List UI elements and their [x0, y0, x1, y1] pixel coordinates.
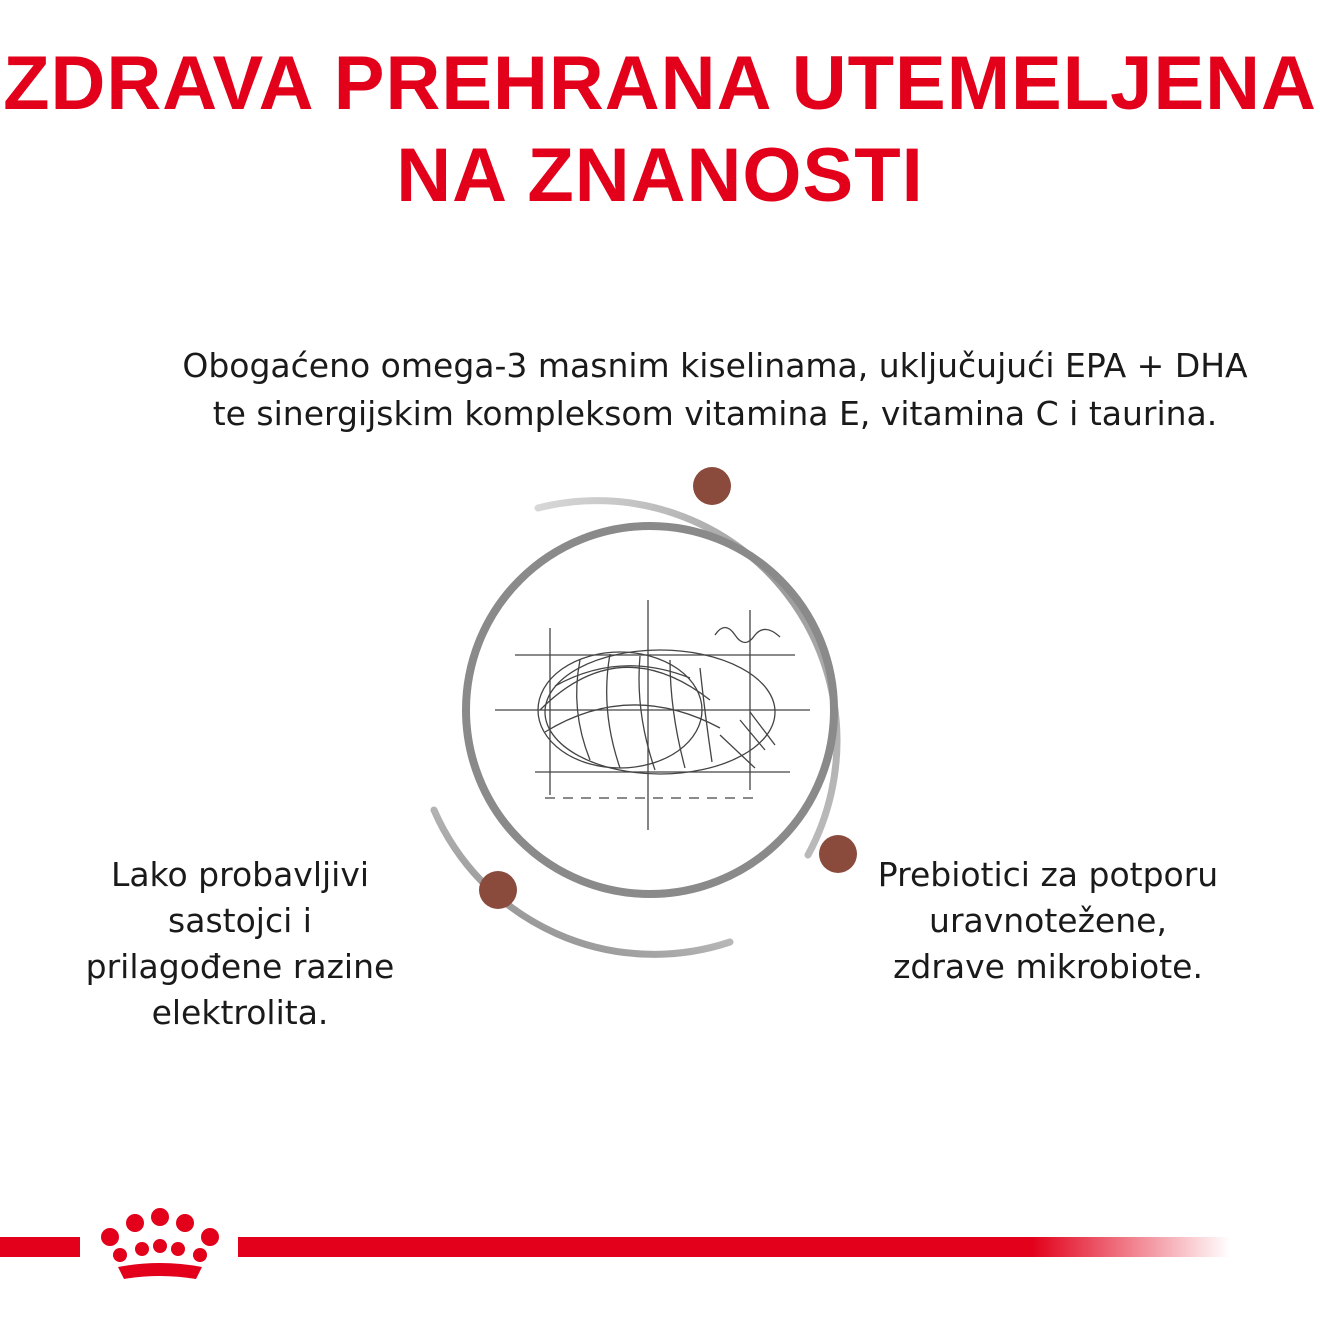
- feature-prebiotics-line-1: Prebiotici za potporu: [877, 855, 1219, 894]
- page-title: [0, 38, 1320, 222]
- feature-prebiotics-line-3: zdrave mikrobiote.: [893, 947, 1203, 986]
- kibble-sketch-icon: [495, 600, 810, 830]
- footer-bar-left: [0, 1237, 80, 1257]
- brand-footer: [0, 1195, 1320, 1295]
- feature-digestible: [40, 852, 440, 1036]
- feature-digestible-line-4: elektrolita.: [151, 993, 329, 1032]
- feature-omega3-line-1: Obogaćeno omega-3 masnim kiselinama, uključujući EPA + DHA: [182, 346, 1248, 385]
- footer-bar-right: [238, 1237, 1230, 1257]
- royal-canin-crown-logo: [101, 1208, 219, 1279]
- feature-dot-left: [479, 871, 517, 909]
- title-line-2: NA ZNANOSTI: [396, 133, 924, 218]
- feature-prebiotics: [848, 852, 1248, 990]
- feature-digestible-line-3: prilagođene razine: [85, 947, 395, 986]
- feature-digestible-line-2: sastojci i: [168, 901, 312, 940]
- feature-digestible-line-1: Lako probavljivi: [110, 855, 370, 894]
- title-line-1: ZDRAVA PREHRANA UTEMELJENA: [3, 41, 1317, 126]
- feature-prebiotics-line-2: uravnotežene,: [929, 901, 1167, 940]
- feature-dot-top: [693, 467, 731, 505]
- nutrition-diagram: [420, 450, 920, 970]
- feature-omega3: [130, 342, 1300, 438]
- feature-omega3-line-2: te sinergijskim kompleksom vitamina E, vitamina C i taurina.: [212, 394, 1218, 433]
